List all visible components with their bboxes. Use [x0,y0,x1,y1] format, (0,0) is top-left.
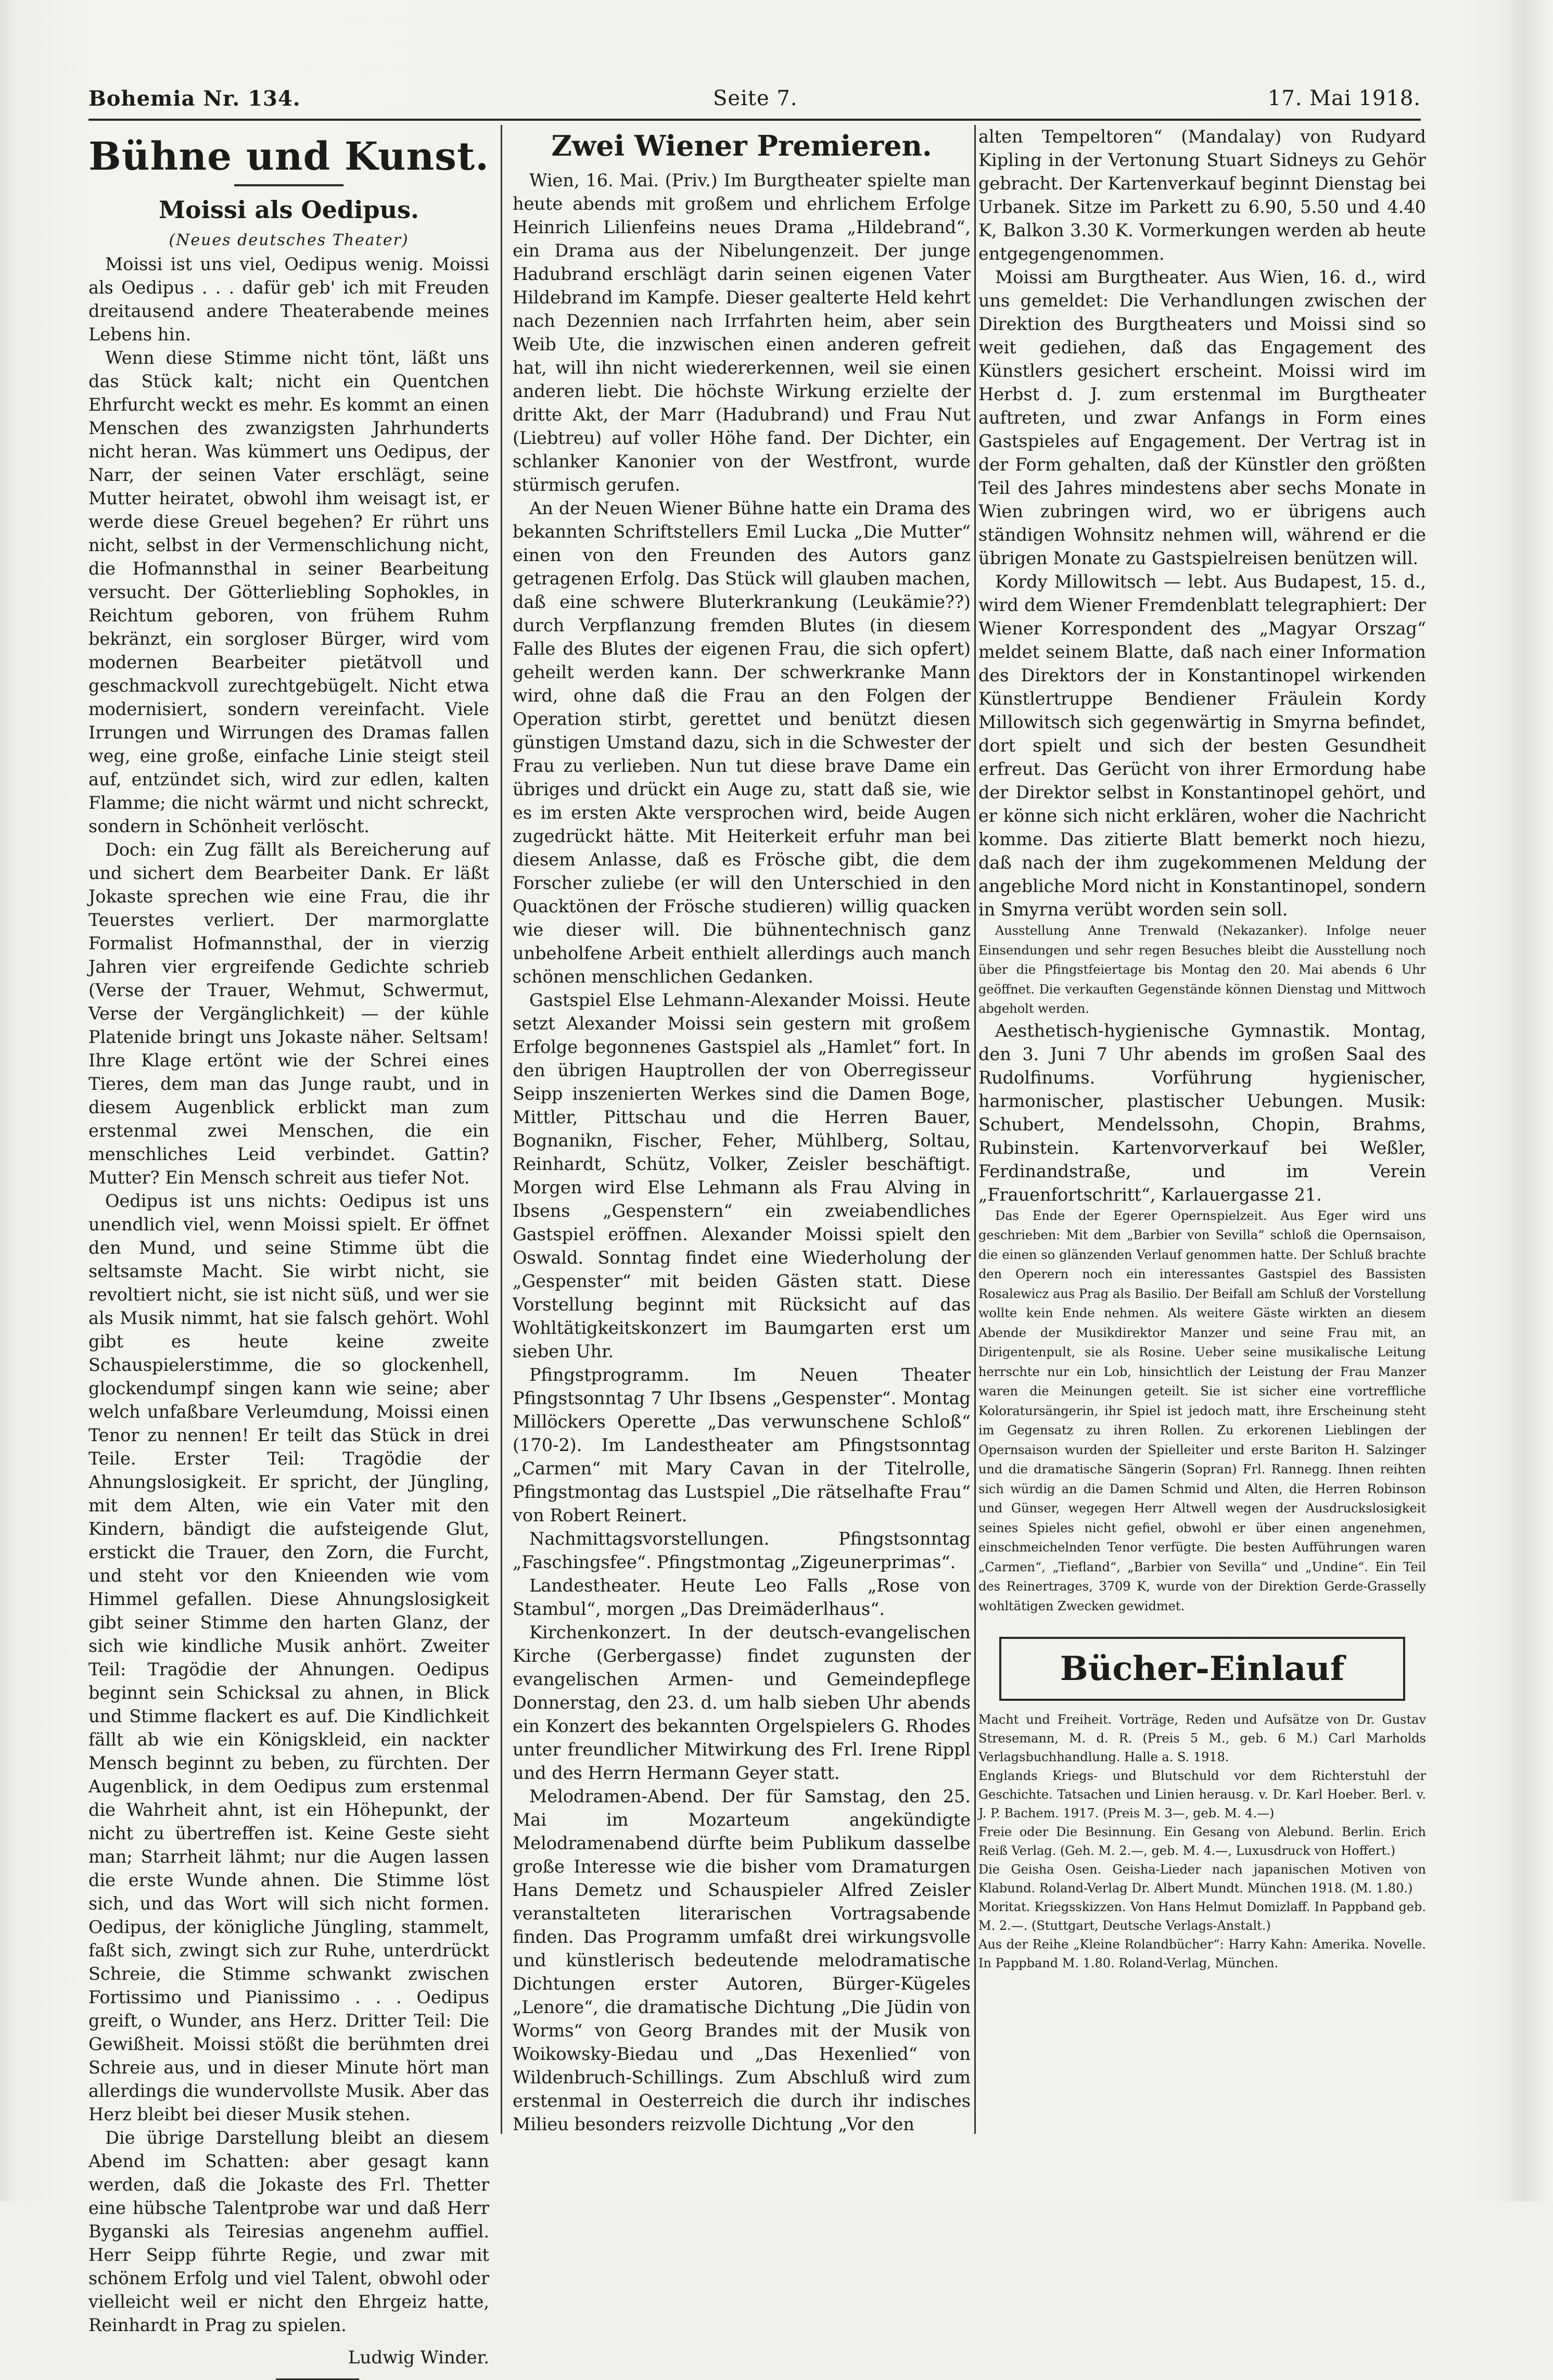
header-publication: Bohemia Nr. 134. [88,86,301,111]
paragraph: Gastspiel Else Lehmann-Alexander Moissi. Heute setzt Alexander Moissi sein gestern mit großem Erfolge begonnenes Gastspiel als „Hamlet“ fort. In den übrigen Hauptrollen der von Oberregisseur Seipp inszenierten Werkes sind die Damen Boge, Mittler, Pittschau und die Herren Bauer, Bognanikn, Fischer, Feher, Mühlberg, Soltau, Reinhardt, Schütz, Volker, Zeisler beschäftigt. Morgen wird Else Lehmann als Frau Alving in Ibsens „Gespenstern“ ein zweiabendliches Gastspiel eröffnen. Alexander Moissi spielt den Oswald. Sonntag findet eine Wiederholung der „Gespenster“ mit beiden Gästen statt. Diese Vorstellung beginnt mit Rücksicht auf das Wohltätigkeitskonzert im Baumgarten erst um sieben Uhr. [513,990,971,1361]
column-wiener-premieren [513,125,971,2136]
book-entry: Macht und Freiheit. Vorträge, Reden und Aufsätze von Dr. Gustav Stresemann, M. d. R. (Preis 5 M., geb. 6 M.) Carl Marholds Verlagsbuchhandlung. Halle a. S. 1918. [978,1712,1426,1764]
section-title: Bühne und Kunst. [88,134,489,179]
page-header [88,82,1421,119]
paragraph: Nachmittagsvorstellungen. Pfingstsonntag „Faschingsfee“. Pfingstmontag „Zigeunerprimas“. [513,1529,971,1572]
scan-edge-left [0,0,21,2201]
book-entry: Die Geisha Osen. Geisha-Lieder nach japanischen Motiven von Klabund. Roland-Verlag Dr. Albert Mundt. München 1918. (M. 1.80.) [978,1862,1426,1895]
paragraph: Doch: ein Zug fällt als Bereicherung auf und sichert dem Bearbeiter Dank. Er läßt Jokaste sprechen wie eine Frau, die ihr Teuerstes verliert. Der marmorglatte Formalist Hofmannsthal, der in vierzig Jahren vier ergreifende Gedichte schrieb (Verse der Trauer, Wehmut, Schwermut, Verse der Vergänglichkeit) — der kühle Platenide bringt uns Jokaste näher. Seltsam! Ihre Klage ertönt wie der Schrei eines Tieres, dem man das Junge raubt, und in diesem Augenblick erblickt man zum erstenmal zwei Menschen, die ein menschliches Leid verbindet. Gattin? Mutter? Ein Mensch schreit aus tiefer Not. [88,839,489,1188]
paragraph: Wenn diese Stimme nicht tönt, läßt uns das Stück kalt; nicht ein Quentchen Ehrfurcht weckt es mehr. Es kommt an einen Menschen des zwanzigsten Jahrhunderts nicht heran. Was kümmert uns Oedipus, der Narr, der seinen Vater erschlägt, seine Mutter heiratet, obwohl ihm weisagt ist, er werde diese Greuel begehen? Er rührt uns nicht, selbst in der Vermenschlichung nicht, die Hofmannsthal in seiner Bearbeitung versucht. Der Götterliebling Sophokles, in Reichtum geboren, von frühem Ruhm bekränzt, ein sorgloser Bürger, wird vom modernen Bearbeiter pietätvoll und geschmackvoll zurechtgebügelt. Nicht etwa modernisiert, sondern vereinfacht. Viele Irrungen und Wirrungen des Dramas fallen weg, eine große, einfache Linie steigt steil auf, entzündet sich, wird zur edlen, kalten Flamme; die nicht wärmt und nicht schreckt, sondern in Schönheit verlöscht. [88,348,489,836]
header-page-number: Seite 7. [713,86,798,110]
book-entry: Freie oder Die Besinnung. Ein Gesang von Alebund. Berlin. Erich Reiß Verlag. (Geh. M. 2.—, geb. M. 4.—, Luxusdruck von Hoffert.) [978,1825,1426,1858]
paragraph: alten Tempeltoren“ (Mandalay) von Rudyard Kipling in der Vertonung Stuart Sidneys zu Gehör gebracht. Der Kartenverkauf beginnt Dienstag bei Urbanek. Sitze im Parkett zu 6.90, 5.50 und 4.40 K, Balkon 3.30 K. Vormerkungen werden ab heute entgegengenommen. [978,126,1426,264]
paragraph: Oedipus ist uns nichts: Oedipus ist uns unendlich viel, wenn Moissi spielt. Er öffnet den Mund, und seine Stimme übt die seltsamste Macht. Sie wirbt nicht, sie revoltiert nicht, sie ist nicht süß, und wer sie als Musik nimmt, hat sie falsch gehört. Wohl gibt es heute keine zweite Schauspielerstimme, die so glockenhell, glockendumpf singen kann wie seine; aber welch unfaßbare Verleumdung, Moissi einen Tenor zu nennen! Er teilt das Stück in drei Teile. Erster Teil: Tragödie der Ahnungslosigkeit. Er spricht, der Jüngling, mit dem Alten, wie ein Vater mit den Kindern, bändigt die aufsteigende Glut, erstickt die Trauer, den Zorn, die Furcht, und steht vor den Knieenden wie vom Himmel gefallen. Diese Ahnungslosigkeit gibt seiner Stimme den harten Glanz, der sich wie kindliche Musik anhört. Zweiter Teil: Tragödie der Ahnungen. Oedipus beginnt sein Schicksal zu ahnen, in Blick und Stimme flackert es auf. Die Kindlichkeit fällt ab wie ein Königskleid, ein nackter Mensch beginnt zu beben, zu fürchten. Der Augenblick, in dem Oedipus zum erstenmal die Wahrheit ahnt, ist ein Höhepunkt, der nicht zu übertreffen ist. Keine Geste sieht man; Starrheit lähmt; nur die Augen lassen die erste Wunde ahnen. Die Stimme löst sich, und das Wort will sich nicht formen. Oedipus, der königliche Jüngling, stammelt, faßt sich, zwingt sich zur Ruhe, unterdrückt Schreie, die Stimme schwankt zwischen Fortissimo und Pianissimo . . . Oedipus greift, o Wunder, ans Herz. Dritter Teil: Die Gewißheit. Moissi stößt die berühmten drei Schreie aus, und in dieser Minute hört man allerdings die wundervollste Musik. Aber das Herz bleibt bei dieser Musik stehen. [88,1191,489,2124]
article-title: Moissi als Oedipus. [158,196,419,224]
header-date: 17. Mai 1918. [1267,86,1421,110]
book-entry: Englands Kriegs- und Blutschuld vor dem Richterstuhl der Geschichte. Tatsachen und Linien herausg. v. Dr. Karl Hoeber. Berl. v. J. P. Bachem. 1917. (Preis M. 3—, geb. M. 4.—) [978,1768,1426,1821]
paragraph: Aesthetisch-hygienische Gymnastik. Montag, den 3. Juni 7 Uhr abends im großen Saal des Rudolfinums. Vorführung hygienischer, harmonischer, plastischer Uebungen. Musik: Schubert, Mendelssohn, Chopin, Brahms, Rubinstein. Kartenvorverkauf bei Weßler, Ferdinandstraße, und im Verein „Frauenfortschritt“, Karlauergasse 21. [978,1020,1426,1205]
paragraph: Pfingstprogramm. Im Neuen Theater Pfingstsonntag 7 Uhr Ibsens „Gespenster“. Montag Millöckers Operette „Das verwunschene Schloß“ (170-2). Im Landestheater am Pfingstsonntag „Carmen“ mit Mary Cavan in der Titelrolle, Pfingstmontag das Lustspiel „Die rätselhafte Frau“ von Robert Reinert. [513,1365,971,1525]
paragraph-small: Ausstellung Anne Trenwald (Nekazanker). Infolge neuer Einsendungen und sehr regen Besuches bleibt die Ausstellung noch über die Pfingstfeiertage bis Montag den 20. Mai abends 6 Uhr geöffnet. Die verkauften Gegenstände können Dienstag und Mittwoch abgeholt werden. [978,923,1426,1016]
book-entry: Aus der Reihe „Kleine Rolandbücher“: Harry Kahn: Amerika. Novelle. In Pappband M. 1.80. Roland-Verlag, München. [978,1937,1426,1970]
column-buehne-und-kunst [88,125,489,2380]
small-print-block [978,1206,1426,1617]
small-print-block [978,921,1426,1019]
paragraph: Melodramen-Abend. Der für Samstag, den 25. Mai im Mozarteum angekündigte Melodramenabend dürfte beim Publikum dasselbe große Interesse wie die bisher vom Dramaturgen Hans Demetz und Schauspieler Alfred Zeisler veranstalteten literarischen Vortragsabende finden. Das Programm umfaßt drei wirkungsvolle und künstlerisch bedeutende melodramatische Dichtungen erster Autoren, Bürger-Kügeles „Lenore“, die dramatische Dichtung „Die Jüdin von Worms“ von Georg Brandes mit der Musik von Woikowsky-Biedau und „Das Hexenlied“ von Wildenbruch-Schillings. Zum Abschluß wird zum erstenmal in Oesterreich die durch ihr indisches Milieu besonders reizvolle Dichtung „Vor den [513,1786,971,2134]
paragraph: Die übrige Darstellung bleibt an diesem Abend im Schatten: aber gesagt kann werden, daß die Jokaste des Frl. Thetter eine hübsche Talentprobe war und daß Herr Byganski als Teiresias angenehm auffiel. Herr Seipp führte Regie, und zwar mit schönem Erfolg und viel Talent, obwohl oder vielleicht weil er nicht den Ehrgeiz hatte, Reinhardt in Prag zu spielen. [88,2128,489,2335]
scan-edge-right [1496,0,1553,2201]
paragraph: Landestheater. Heute Leo Falls „Rose von Stambul“, morgen „Das Dreimäderlhaus“. [513,1575,971,1619]
paragraph: Moissi ist uns viel, Oedipus wenig. Moissi als Oedipus . . . dafür geb' ich mit Freuden dreitausend andere Theaterabende meines Lebens hin. [88,254,489,345]
book-list [978,1710,1426,1972]
paragraph: An der Neuen Wiener Bühne hatte ein Drama des bekannten Schriftstellers Emil Lucka „Die Mutter“ einen von den Freunden des Autors ganz getragenen Erfolg. Das Stück will glauben machen, daß eine schwere Bluterkrankung (Leukämie??) durch Verpflanzung fremden Blutes (in diesem Falle des Blutes der eigenen Frau, die sich opfert) geheilt werden kann. Der schwerkranke Mann wird, ohne daß die Frau an den Folgen der Operation stirbt, gerettet und benützt diesen günstigen Umstand dazu, sich in die Schwester der Frau zu verlieben. Nun tut diese brave Dame ein übriges und drückt ein Auge zu, statt daß sie, wie es im ersten Akte versprochen wird, beide Augen zugedrückt hätte. Mit Heiterkeit erfuhr man bei diesem Anlasse, daß es Frösche gibt, die dem Forscher zuliebe (er will den Unterschied in den Quacktönen der Frösche studieren) willig quacken wie dieser will. Die bühnentechnisch ganz unbeholfene Arbeit enthielt allerdings auch manch schönen menschlichen Gedanken. [513,498,971,987]
header-rule [88,119,1421,121]
paragraph: Kordy Millowitsch — lebt. Aus Budapest, 15. d., wird dem Wiener Fremdenblatt telegraphiert: Der Wiener Korrespondent des „Magyar Orszag“ meldet seinem Blatte, daß nach einer Information des Direktors der in Konstantinopel wirkenden Künstlertruppe Bendiener Fräulein Kordy Millowitsch sich gegenwärtig in Smyrna befindet, dort spielt und sich der besten Gesundheit erfreut. Das Gerücht von ihrer Ermordung habe der Direktor selbst in Konstantinopel gehört, und er könne sich nicht erklären, woher die Nachricht komme. Das zitierte Blatt bemerkt noch hiezu, daß nach der ihm zugekommenen Meldung der angebliche Mord nicht in Konstantinopel, sondern in Smyrna verübt worden sein soll. [978,571,1426,920]
article-title: Zwei Wiener Premieren. [551,129,932,162]
paragraph-small: Das Ende der Egerer Opernspielzeit. Aus Eger wird uns geschrieben: Mit dem „Barbier von Sevilla“ schloß die Opernsaison, die einen so glänzenden Verlauf genommen hatte. Der Schluß brachte den Operern noch ein interessantes Gastspiel des Bassisten Rosalewicz aus Prag als Basilio. Der Beifall am Schluß der Vorstellung wollte kein Ende nehmen. Als weitere Gäste wirkten an diesem Abende der Musikdirektor Manzer und seine Frau mit, an Dirigentenpult, sie als Rosine. Ueber seine musikalische Leitung herrschte nur ein Lob, hinsichtlich der Leistung der Frau Manzer waren die Meinungen geteilt. Sie ist sicher eine vortreffliche Koloratursängerin, ihr Spiel ist jedoch matt, ihre Erscheinung steht im Gegensatz zu ihren Rollen. Zu erkorenen Lieblingen der Opernsaison wurden der Spielleiter und erste Bariton H. Salzinger und die dramatische Sängerin (Sopran) Frl. Rannegg. Ihnen reihten sich würdig an die Damen Schmid und Alten, die Herren Robinson und Günser, wegegen Herr Altwell wegen der Ausdruckslosigkeit seines Spieles nicht gefiel, obwohl er über einen angenehmen, einschmeichelnden Tenor verfügte. Die besten Aufführungen waren „Carmen“, „Tiefland“, „Barbier von Sevilla“ und „Undine“. Ein Teil des Reinertrages, 3709 K, wurde von der Direktion Gerde-Grasselly wohltätigen Zwecken gewidmet. [978,1208,1426,1613]
author-signature: Ludwig Winder. [348,2347,489,2368]
books-section-title: Bücher-Einlauf [1060,1649,1345,1688]
books-section-box [999,1637,1405,1701]
paragraph: Kirchenkonzert. In der deutsch-evangelischen Kirche (Gerbergasse) findet zugunsten der evangelischen Armen- und Gemeindepflege Donnerstag, den 23. d. um halb sieben Uhr abends ein Konzert des bekannten Orgelspielers G. Rhodes unter freundlicher Mitwirkung des Frl. Irene Rippl und des Herrn Hermann Geyer statt. [513,1622,971,1783]
column-rule-2 [974,125,976,2134]
book-entry: Moritat. Kriegsskizzen. Von Hans Helmut Domizlaff. In Pappband geb. M. 2.—. (Stuttgart, Deutsche Verlags-Anstalt.) [978,1900,1426,1933]
column-news-and-books [978,125,1426,1972]
title-rule [234,184,343,186]
article-venue: (Neues deutsches Theater) [169,231,409,249]
paragraph: Wien, 16. Mai. (Priv.) Im Burgtheater spielte man heute abends mit großem und ehrlichem Erfolge Heinrich Lilienfeins neues Drama „Hildebrand“, ein Drama aus der Nibelungenzeit. Der junge Hadubrand erschlägt darin seinen eigenen Vater Hildebrand im Kampfe. Dieser gealterte Held kehrt nach Dezennien nach Irrfahrten heim, aber sein Weib Ute, die inzwischen einen anderen gefreit hat, will ihn nicht wiedererkennen, weil sie einen anderen liebt. Die höchste Wirkung erzielte der dritte Akt, der Marr (Hadubrand) und Frau Nut (Liebtreu) auf voller Höhe fand. Der Dichter, ein schlanker Kanonier von der Westfront, wurde stürmisch gerufen. [513,170,971,495]
paragraph: Moissi am Burgtheater. Aus Wien, 16. d., wird uns gemeldet: Die Verhandlungen zwischen der Direktion des Burgtheaters und Moissi sind so weit gediehen, daß das Engagement des Künstlers gesichert erscheint. Moissi wird im Herbst d. J. zum erstenmal im Burgtheater auftreten, und zwar Anfangs in Form eines Gastspieles auf Engagement. Der Vertrag ist in der Form gehalten, daß der Künstler den größten Teil des Jahres mindestens aber sechs Monate in Wien zubringen wird, wo er übrigens auch ständigen Wohnsitz nehmen will, während er die übrigen Monate zu Gastspielreisen benützen will. [978,267,1426,568]
column-rule-1 [501,125,502,2134]
